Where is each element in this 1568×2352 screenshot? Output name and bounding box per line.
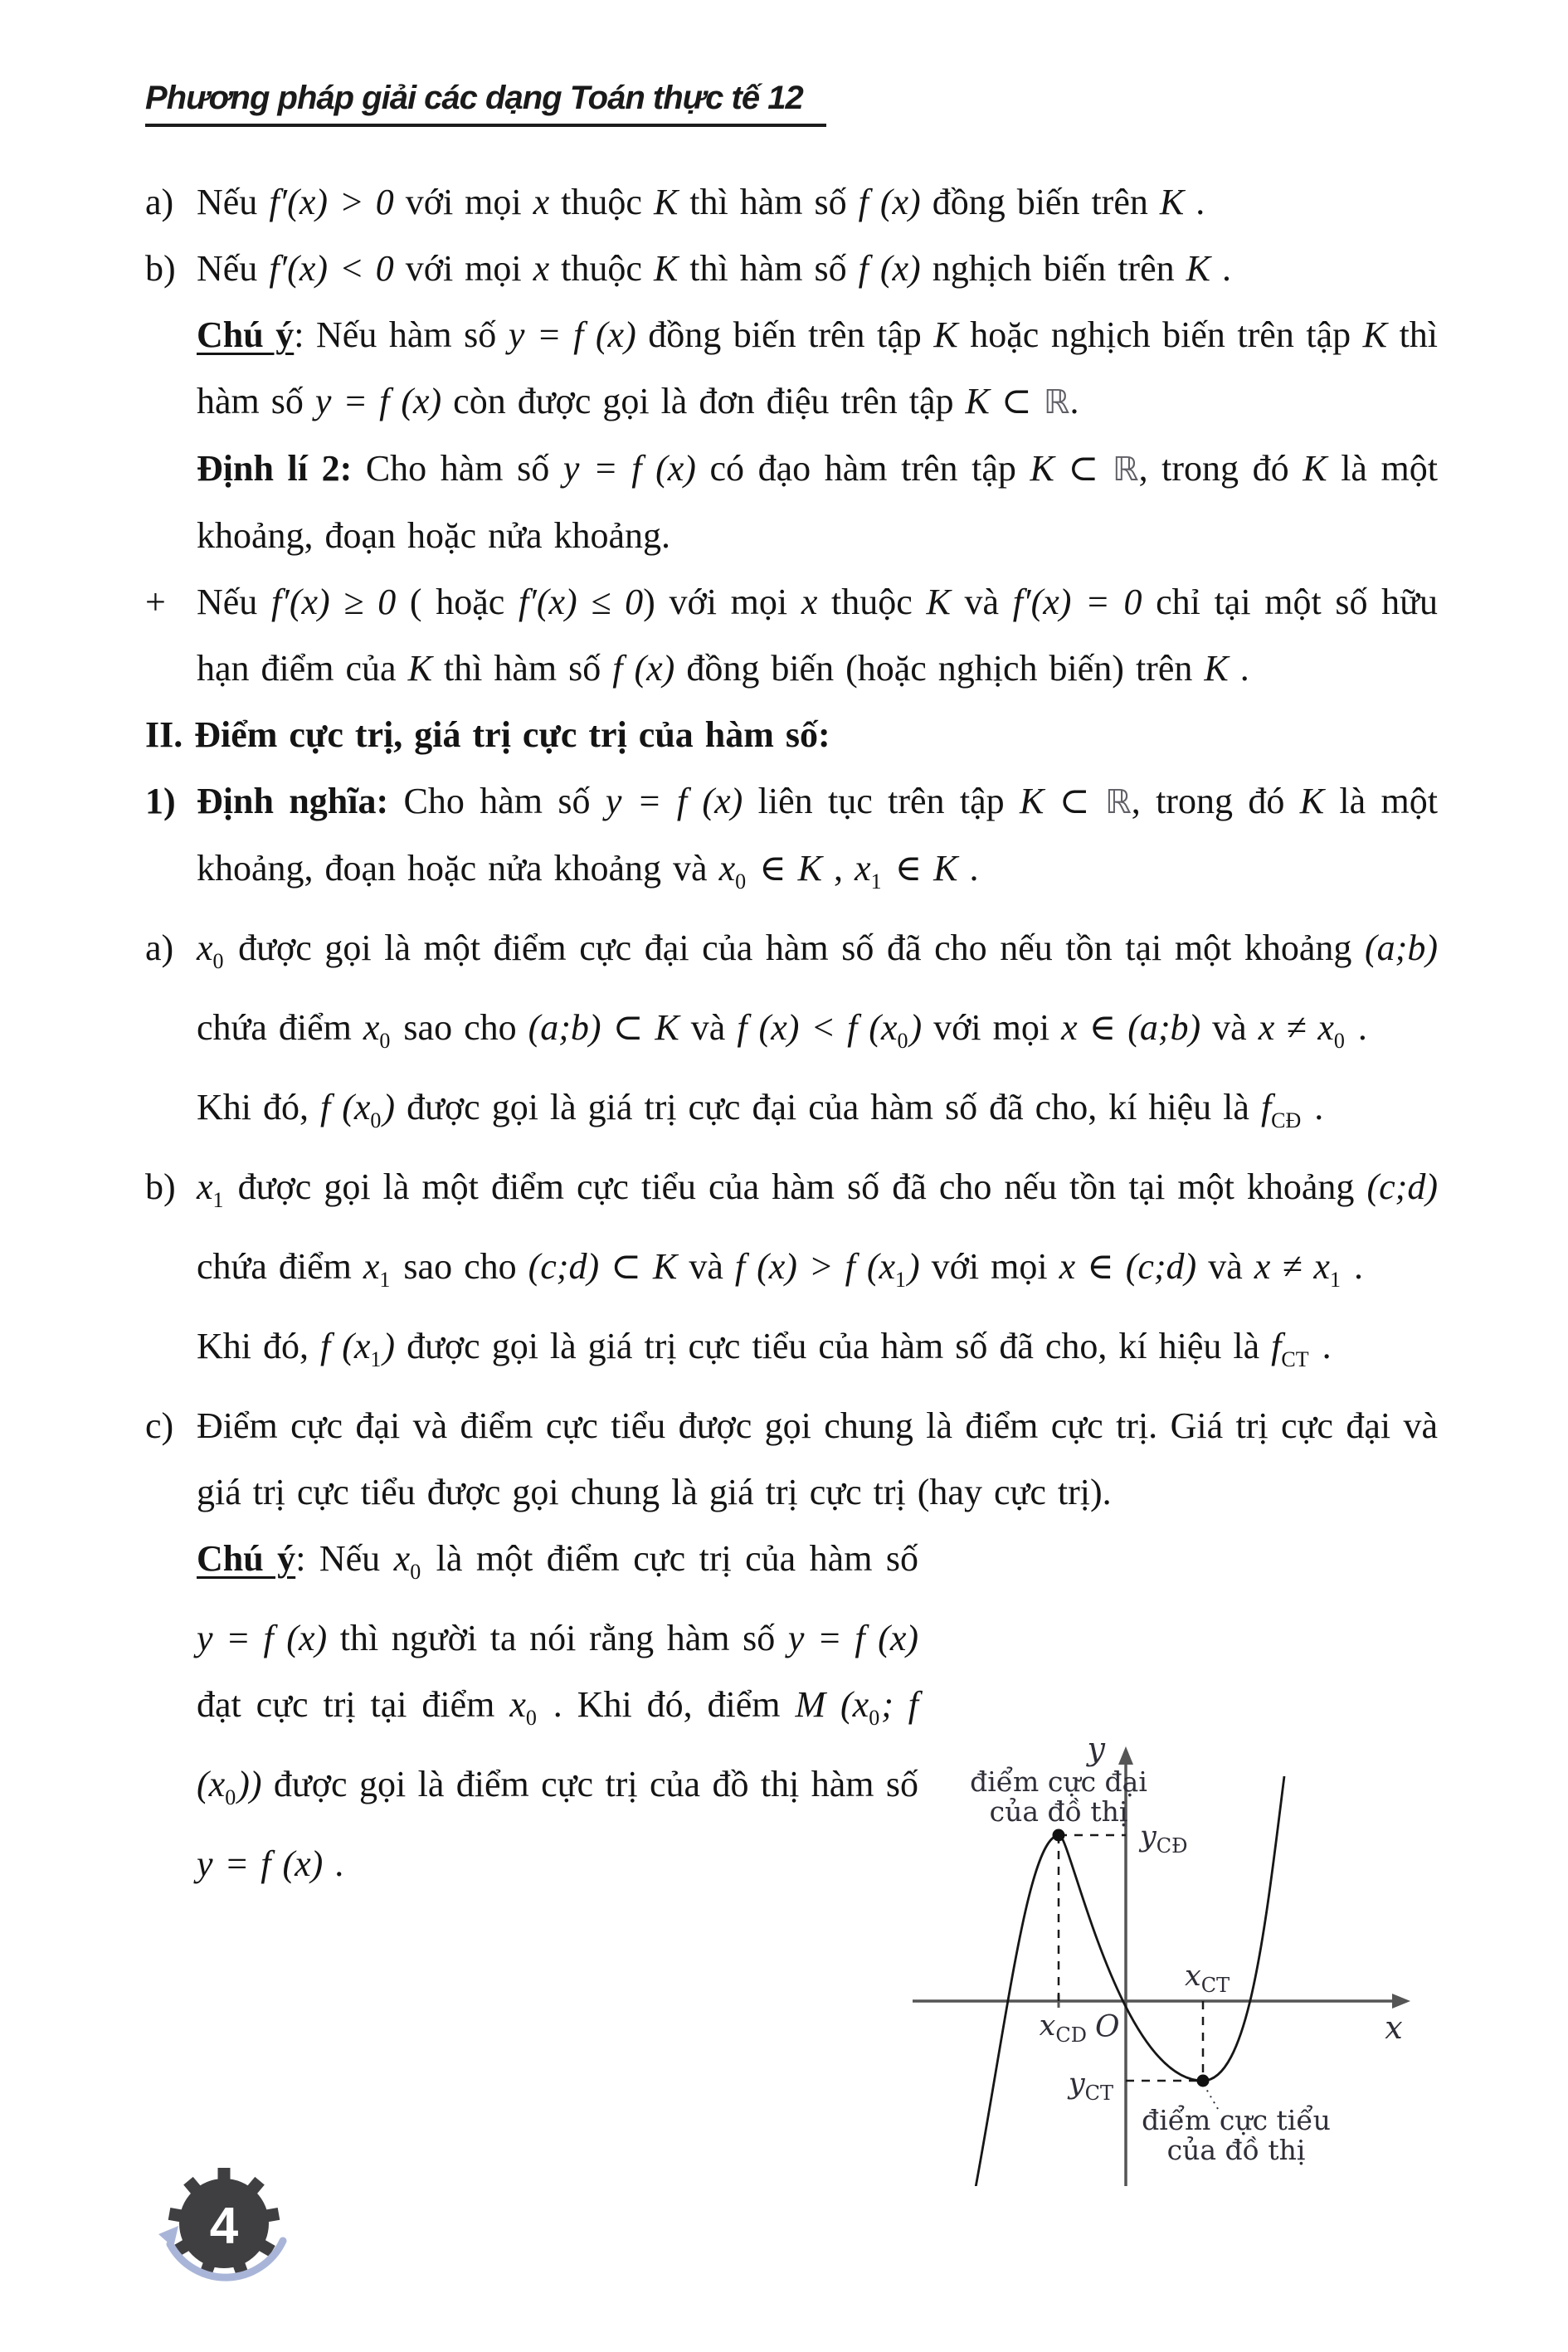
text-run: K bbox=[1362, 314, 1388, 355]
text-run: K bbox=[1030, 448, 1054, 489]
text-run: II. Điểm cực trị, giá trị cực trị của hàm số: bbox=[145, 714, 830, 755]
page-header-title: Phương pháp giải các dạng Toán thực tế 12 bbox=[145, 80, 826, 127]
text-run: và bbox=[1200, 1007, 1259, 1048]
text-run: 0 bbox=[379, 1029, 391, 1053]
text-run: K bbox=[965, 381, 990, 421]
text-run: với mọi bbox=[393, 182, 533, 222]
item-a-max bbox=[145, 915, 1438, 1074]
text-run: f (x) bbox=[858, 248, 921, 289]
text-run: . bbox=[1210, 248, 1231, 289]
text-run: là một khoảng, đoạn hoặc nửa khoảng và bbox=[197, 781, 1439, 889]
item-plus bbox=[145, 569, 1438, 702]
text-run: và bbox=[677, 1246, 735, 1287]
text-run: 1 bbox=[212, 1188, 224, 1212]
text-run: Khi đó, bbox=[197, 1326, 320, 1366]
text-run: được gọi là một điểm cực đại của hàm số đã cho nếu tồn tại một khoảng bbox=[225, 928, 1366, 968]
xct-var: x bbox=[1185, 1960, 1201, 1993]
text-run: K bbox=[797, 848, 823, 889]
text-run: với mọi bbox=[919, 1246, 1059, 1287]
text-run: x bbox=[393, 1538, 411, 1579]
text-run: 0 bbox=[897, 1029, 908, 1053]
text-run: 0 bbox=[370, 1108, 382, 1132]
text-run: 1 bbox=[1329, 1268, 1341, 1292]
text-run: và bbox=[1196, 1246, 1254, 1287]
text-run: ∈ bbox=[747, 848, 798, 889]
text-run: K bbox=[653, 182, 679, 222]
text-run: , bbox=[822, 848, 855, 889]
list-marker: b) bbox=[145, 1166, 176, 1207]
xcd-label bbox=[1040, 2009, 1087, 2047]
text-run: K bbox=[653, 248, 679, 289]
text-run: Cho hàm số bbox=[388, 781, 606, 821]
section-heading bbox=[145, 702, 1438, 768]
text-run: x ≠ x bbox=[1258, 1007, 1334, 1048]
text-run: . bbox=[1342, 1246, 1363, 1287]
min-point-dot bbox=[1197, 2075, 1210, 2087]
text-run: f (x) bbox=[612, 648, 675, 689]
text-run: ℝ bbox=[1043, 383, 1070, 421]
text-run: Điểm cực đại và điểm cực tiểu được gọi chung là điểm cực trị. Giá trị cực đại và giá trị cực tiểu được gọi chung là giá trị cực trị (hay cực trị). bbox=[197, 1405, 1438, 1512]
text-run: thì hàm số bbox=[431, 648, 613, 689]
text-run: 0 bbox=[735, 869, 747, 894]
text-run: f bbox=[1271, 1326, 1282, 1366]
text-run: . Khi đó, điểm bbox=[538, 1684, 796, 1725]
text-run: ) bbox=[908, 1246, 920, 1287]
page-badge-graphic bbox=[137, 2161, 311, 2327]
text-run: được gọi là giá trị cực đại của hàm số đã cho, kí hiệu là bbox=[395, 1087, 1261, 1127]
text-run: y = f (x) bbox=[197, 1618, 328, 1658]
text-run: f (x bbox=[320, 1326, 371, 1366]
text-run: thì hàm số bbox=[678, 248, 859, 289]
text-run: . bbox=[1069, 381, 1079, 421]
text-run: ⊂ bbox=[989, 381, 1044, 421]
text-run: hoặc nghịch biến trên tập bbox=[957, 314, 1363, 355]
text-run: (c;d) bbox=[1366, 1166, 1438, 1207]
y-axis-arrow-icon bbox=[1118, 1746, 1133, 1765]
text-run: f bbox=[1260, 1087, 1272, 1127]
text-run: . bbox=[1303, 1087, 1324, 1127]
text-run: ) với mọi bbox=[643, 582, 801, 622]
text-run: (c;d) bbox=[1125, 1246, 1197, 1287]
x-axis-arrow-icon bbox=[1392, 1994, 1410, 2009]
text-run: được gọi là điểm cực trị của đồ thị hàm số bbox=[261, 1764, 918, 1804]
text-run: 0 bbox=[869, 1706, 880, 1730]
yct-sub: CT bbox=[1084, 2082, 1113, 2105]
text-run: f (x) > f (x bbox=[734, 1246, 895, 1287]
text-run: x bbox=[363, 1246, 380, 1287]
text-run: thì người ta nói rằng hàm số bbox=[327, 1618, 788, 1658]
text-run: y = f (x) bbox=[508, 314, 636, 355]
xct-label bbox=[1185, 1960, 1230, 1997]
text-run: CĐ bbox=[1271, 1108, 1302, 1132]
text-run: x bbox=[533, 182, 550, 222]
yct-var: y bbox=[1068, 2067, 1085, 2101]
text-run: ; f (x bbox=[197, 1684, 918, 1804]
list-marker: a) bbox=[145, 182, 174, 222]
document-body bbox=[145, 169, 1438, 1897]
text-run: f′(x) = 0 bbox=[1012, 582, 1142, 622]
text-run: ℝ bbox=[1105, 783, 1132, 821]
text-run: f′(x) < 0 bbox=[269, 248, 394, 289]
ycd-sub: CĐ bbox=[1156, 1834, 1188, 1858]
text-run: ℝ bbox=[1112, 450, 1139, 489]
ycd-var: y bbox=[1140, 1820, 1157, 1853]
text-run: : Nếu bbox=[295, 1538, 394, 1579]
text-run: chứa điểm bbox=[197, 1007, 363, 1048]
item-b-min bbox=[145, 1154, 1438, 1313]
text-run: Cho hàm số bbox=[352, 448, 563, 489]
xcd-sub: CD bbox=[1055, 2023, 1087, 2047]
xcd-var: x bbox=[1039, 2009, 1056, 2043]
text-run: Nếu bbox=[197, 248, 270, 289]
text-run: f′(x) ≥ 0 bbox=[271, 582, 397, 622]
text-run: y = f (x) bbox=[605, 781, 743, 821]
text-run: f′(x) ≤ 0 bbox=[518, 582, 644, 622]
text-run: ∈ bbox=[1075, 1246, 1126, 1287]
text-run: thuộc bbox=[549, 182, 654, 222]
text-run: Định lí 2: bbox=[197, 448, 353, 489]
text-run: . bbox=[323, 1843, 344, 1884]
text-run: K bbox=[1186, 248, 1210, 289]
text-run: ⊂ bbox=[1054, 448, 1113, 489]
text-run: Khi đó, bbox=[197, 1087, 320, 1127]
text-run: y = f (x) bbox=[787, 1618, 918, 1658]
text-run: : Nếu hàm số bbox=[294, 314, 509, 355]
max-point-caption-line2: của đồ thị bbox=[989, 1795, 1128, 1828]
text-run: K bbox=[1020, 781, 1045, 821]
text-run: sao cho bbox=[392, 1246, 528, 1287]
extrema-graph-figure bbox=[896, 1738, 1460, 2186]
text-run: )) bbox=[237, 1764, 262, 1804]
text-run: y = f (x) bbox=[197, 1843, 324, 1884]
text-run: chứa điểm bbox=[197, 1246, 363, 1287]
text-run: 0 bbox=[225, 1785, 236, 1809]
yct-label bbox=[1067, 2067, 1113, 2105]
text-run: x bbox=[1059, 1246, 1076, 1287]
text-run: Định nghĩa: bbox=[197, 781, 389, 821]
item-b bbox=[145, 236, 1438, 302]
text-run: ∈ bbox=[1077, 1007, 1128, 1048]
text-run: f′(x) > 0 bbox=[269, 182, 394, 222]
text-run: được gọi là một điểm cực tiểu của hàm số đã cho nếu tồn tại một khoảng bbox=[225, 1166, 1367, 1207]
min-point-caption-line2: của đồ thị bbox=[1166, 2134, 1306, 2166]
text-run: f (x) bbox=[858, 182, 921, 222]
text-run: ) bbox=[909, 1007, 923, 1048]
text-run: ( hoặc bbox=[396, 582, 519, 622]
text-run: K bbox=[926, 582, 951, 622]
text-run: (a;b) bbox=[1365, 928, 1438, 968]
list-marker: a) bbox=[145, 928, 174, 968]
text-run: chỉ tại một số hữu hạn điểm của bbox=[197, 582, 1439, 689]
text-run: , trong đó bbox=[1131, 781, 1300, 821]
min-point-caption-line1: điểm cực tiểu bbox=[1142, 2104, 1331, 2136]
max-point-dot bbox=[1053, 1829, 1065, 1842]
remark-min-value bbox=[145, 1313, 1438, 1393]
text-run: . bbox=[1228, 648, 1249, 689]
text-run: x bbox=[509, 1684, 526, 1725]
text-run: đồng biến trên bbox=[920, 182, 1160, 222]
text-run: x bbox=[197, 928, 213, 968]
text-run: x bbox=[363, 1007, 380, 1048]
note-graph bbox=[145, 1526, 918, 1897]
list-marker: c) bbox=[145, 1405, 174, 1446]
text-run: K bbox=[933, 314, 958, 355]
text-run: K bbox=[407, 648, 432, 689]
text-run: . bbox=[1346, 1007, 1367, 1048]
text-run: y = f (x) bbox=[562, 448, 696, 489]
text-run: là một khoảng, đoạn hoặc nửa khoảng. bbox=[197, 448, 1439, 556]
text-run: x bbox=[533, 248, 550, 289]
text-run: K bbox=[1204, 648, 1229, 689]
text-run: (c;d) ⊂ K bbox=[528, 1246, 678, 1287]
text-run: x bbox=[801, 582, 818, 622]
text-run: nghịch biến trên bbox=[920, 248, 1186, 289]
text-run: thuộc bbox=[549, 248, 654, 289]
text-run: liên tục trên tập bbox=[743, 781, 1020, 821]
text-run: có đạo hàm trên tập bbox=[695, 448, 1030, 489]
text-run: 1 bbox=[370, 1347, 382, 1371]
text-run: (a;b) bbox=[1127, 1007, 1201, 1048]
text-run: thì hàm số bbox=[678, 182, 859, 222]
page-number: 4 bbox=[209, 2197, 239, 2255]
text-run: Chú ý bbox=[197, 1538, 296, 1579]
text-run: f (x bbox=[320, 1087, 371, 1127]
text-run: x bbox=[855, 848, 871, 889]
origin-label: O bbox=[1095, 2010, 1120, 2044]
max-point-caption-line1: điểm cực đại bbox=[970, 1765, 1147, 1798]
text-run: thì hàm số bbox=[197, 314, 1439, 421]
text-run: 0 bbox=[1333, 1029, 1345, 1053]
definition-1 bbox=[145, 768, 1438, 915]
text-run: Nếu bbox=[197, 182, 270, 222]
text-run: và bbox=[679, 1007, 738, 1048]
theorem-2 bbox=[145, 436, 1438, 569]
text-run: ) bbox=[382, 1326, 396, 1366]
text-run: CT bbox=[1281, 1347, 1309, 1371]
remark-max-value bbox=[145, 1074, 1438, 1154]
text-run: sao cho bbox=[392, 1007, 528, 1048]
text-run: được gọi là giá trị cực tiểu của hàm số đã cho, kí hiệu là bbox=[395, 1326, 1272, 1366]
x-axis-label: x bbox=[1385, 2009, 1403, 2046]
text-run: f (x) < f (x bbox=[737, 1007, 898, 1048]
item-a bbox=[145, 169, 1438, 236]
list-marker: b) bbox=[145, 248, 176, 289]
text-run: 1 bbox=[379, 1268, 391, 1292]
text-run: y = f (x) bbox=[314, 381, 442, 421]
text-run: 0 bbox=[410, 1560, 421, 1584]
text-run: K bbox=[1303, 448, 1327, 489]
text-run: 0 bbox=[212, 949, 224, 973]
text-run: 1 bbox=[870, 869, 882, 894]
text-run: x ≠ x bbox=[1254, 1246, 1330, 1287]
ycd-label bbox=[1138, 1820, 1188, 1858]
text-run: còn được gọi là đơn điệu trên tập bbox=[441, 381, 966, 421]
text-run: x bbox=[718, 848, 736, 889]
text-run: ∈ bbox=[883, 848, 934, 889]
text-run: và bbox=[950, 582, 1013, 622]
text-run: 1 bbox=[895, 1268, 906, 1292]
text-run: với mọi bbox=[922, 1007, 1062, 1048]
text-run: Chú ý bbox=[197, 314, 295, 355]
text-run: K bbox=[1299, 781, 1325, 821]
text-run: K bbox=[1159, 182, 1185, 222]
item-c bbox=[145, 1393, 1438, 1526]
text-run: ⊂ bbox=[1044, 781, 1106, 821]
list-marker: 1) bbox=[145, 781, 176, 821]
text-run: Nếu bbox=[197, 582, 271, 622]
text-run: 0 bbox=[525, 1706, 537, 1730]
text-run: . bbox=[1184, 182, 1205, 222]
text-run: đồng biến (hoặc nghịch biến) trên bbox=[674, 648, 1205, 689]
text-run: x bbox=[197, 1166, 213, 1207]
text-run: ) bbox=[382, 1087, 396, 1127]
text-run: với mọi bbox=[393, 248, 533, 289]
note-monotonic bbox=[145, 302, 1438, 436]
text-run: , trong đó bbox=[1138, 448, 1303, 489]
list-marker: + bbox=[145, 582, 166, 622]
extrema-graph bbox=[896, 1738, 1460, 2186]
text-run: đạt cực trị tại điểm bbox=[197, 1684, 510, 1725]
text-run: (a;b) ⊂ K bbox=[528, 1007, 679, 1048]
text-run: thuộc bbox=[817, 582, 927, 622]
y-axis-label: y bbox=[1087, 1738, 1105, 1767]
page-number-badge bbox=[137, 2161, 311, 2327]
text-run: đồng biến trên tập bbox=[635, 314, 934, 355]
text-run: . bbox=[1310, 1326, 1332, 1366]
text-run: . bbox=[957, 848, 979, 889]
text-run: là một điểm cực trị của hàm số bbox=[422, 1538, 919, 1579]
xct-sub: CT bbox=[1200, 1974, 1230, 1997]
text-run: x bbox=[1061, 1007, 1078, 1048]
text-run: M (x bbox=[795, 1684, 869, 1725]
text-run: K bbox=[933, 848, 958, 889]
